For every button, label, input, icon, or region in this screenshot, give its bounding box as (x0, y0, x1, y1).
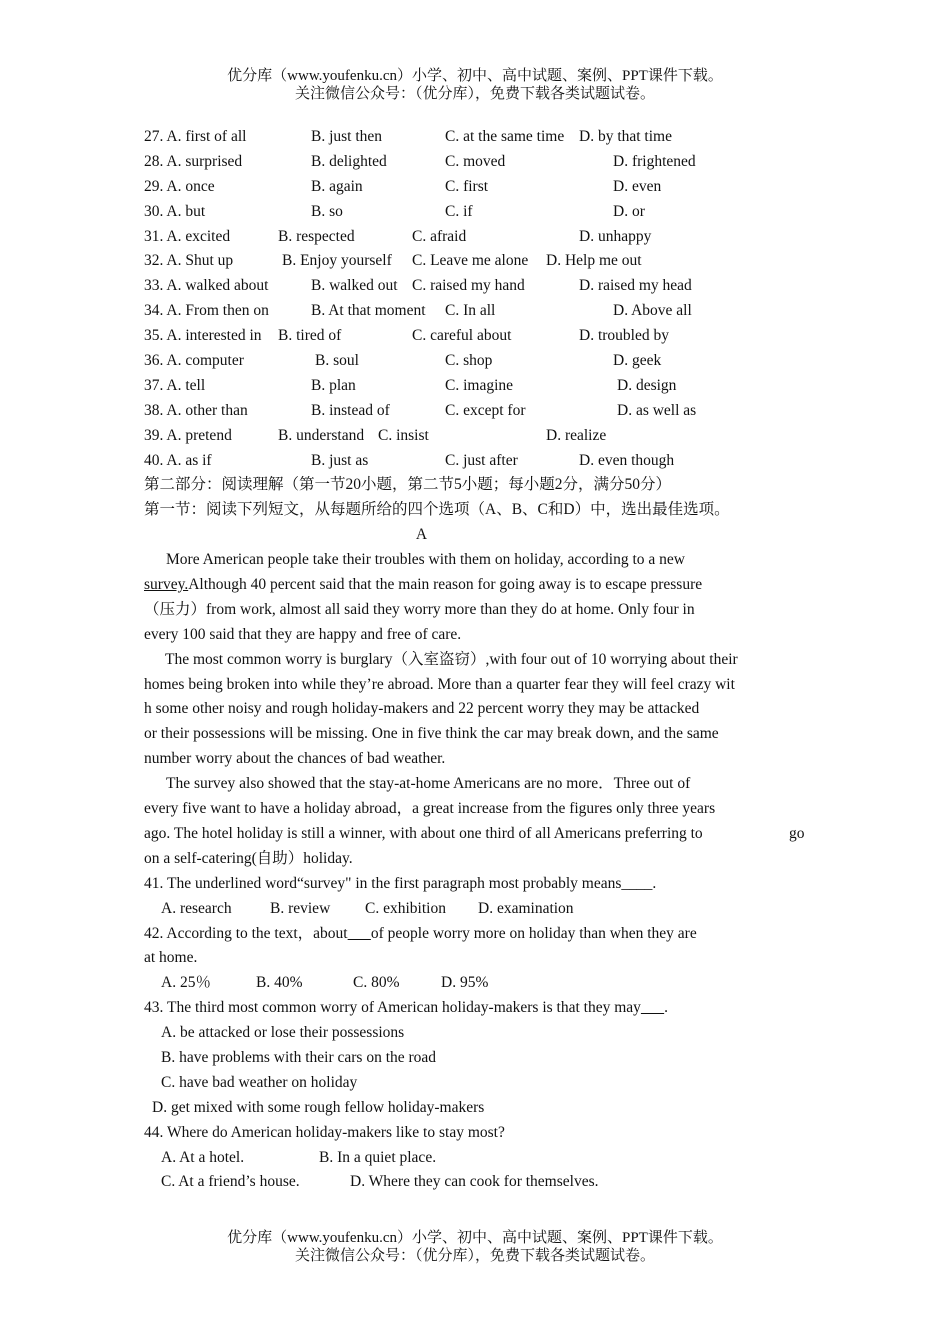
section-2-title: 第二部分：阅读理解（第一节20小题，第二节5小题；每小题2分，满分50分） (144, 476, 672, 494)
cloze-row (144, 324, 814, 349)
option-a: 35. A. interested in (144, 327, 262, 345)
option-d: D. Above all (613, 302, 692, 320)
option-b: B. understand (278, 426, 365, 444)
option-c: C. at the same time (445, 128, 565, 145)
passage-line: homes being broken into while they’re abroad. More than a quarter fear they will feel crazy wit (144, 675, 735, 693)
option-a: 32. A. Shut up (144, 252, 234, 270)
option-d: D. examination (478, 899, 574, 917)
reading-passage (144, 548, 814, 872)
cloze-row (144, 349, 814, 374)
question-43: 43. The third most common worry of American holiday-makers is that they may . (144, 999, 669, 1017)
option-c: C. if (445, 202, 473, 220)
header-line-1: 优分库（www.youfenku.cn）小学、初中、高中试题、案例、PPT课件下载。 (227, 68, 723, 84)
option-b: B. plan (311, 376, 356, 394)
option-c: C. exhibition (365, 899, 446, 917)
question-44: 44. Where do American holiday-makers like to stay most? (144, 1123, 505, 1141)
cloze-row (144, 150, 814, 175)
option-d: D. even though (579, 451, 675, 469)
option-a: 33. A. walked about (144, 277, 269, 295)
option-a: 36. A. computer (144, 352, 244, 370)
option-b: B. so (311, 202, 343, 220)
underlined-word: survey. (144, 576, 189, 594)
option-b: B. again (311, 177, 363, 195)
cloze-row (144, 249, 814, 274)
option-b: B. In a quiet place. (319, 1148, 437, 1166)
question-42-continued: at home. (144, 949, 198, 967)
passage-line: （压力）from work, almost all said they worry more than they do at home. Only four in (144, 600, 695, 618)
option-c: C. 80% (353, 974, 400, 992)
option-b: B. review (270, 899, 331, 917)
passage-line: on a self-catering(自助）holiday. (144, 849, 353, 867)
cloze-row (144, 374, 814, 399)
option-b: B. soul (315, 352, 359, 370)
cloze-row (144, 125, 814, 150)
option-b: B. instead of (311, 401, 390, 419)
option-b: B. have problems with their cars on the road (161, 1048, 437, 1066)
passage-line: ago. The hotel holiday is still a winner, with about one third of all Americans preferring to go (144, 824, 805, 842)
option-a: 29. A. once (144, 177, 215, 195)
option-b: B. At that moment (311, 302, 426, 320)
option-d: D. Where they can cook for themselves. (350, 1173, 599, 1191)
question-42: 42. According to the text，about of people worry more on holiday than when they are (144, 924, 697, 942)
option-a: 39. A. pretend (144, 426, 232, 444)
option-b: B. 40% (256, 974, 303, 992)
option-d: D. even (613, 177, 662, 195)
option-b: B. walked out (311, 277, 398, 295)
option-c: C. except for (445, 401, 526, 419)
questions (144, 872, 814, 1196)
passage-line: every 100 said that they are happy and free of care. (144, 625, 462, 643)
option-b: B. delighted (311, 152, 387, 170)
cloze-row (144, 274, 814, 299)
option-d: D. realize (546, 426, 607, 444)
option-a: A. be attacked or lose their possessions (161, 1024, 405, 1042)
option-b: B. Enjoy yourself (282, 252, 392, 270)
page-footer (0, 1229, 950, 1265)
option-c: C. moved (445, 152, 506, 170)
cloze-row (144, 225, 814, 250)
page-header (0, 67, 950, 103)
option-a: 30. A. but (144, 202, 206, 220)
footer-line-2: 关注微信公众号：（优分库），免费下载各类试题试卷。 (294, 1248, 655, 1264)
header-line-2: 关注微信公众号：（优分库），免费下载各类试题试卷。 (294, 86, 655, 102)
passage-line: The survey also showed that the stay-at-home Americans are no more．Three out of (166, 775, 691, 793)
question-41-options (144, 897, 814, 922)
cloze-row (144, 299, 814, 324)
option-c: C. afraid (412, 227, 467, 245)
option-c: C. In all (445, 302, 496, 320)
question-44-options-row-2 (144, 1170, 814, 1195)
option-a: A. 25％ (161, 974, 211, 992)
option-c: C. Leave me alone (412, 252, 529, 270)
option-c: C. just after (445, 451, 518, 469)
cloze-row (144, 399, 814, 424)
footer-line-1: 优分库（www.youfenku.cn）小学、初中、高中试题、案例、PPT课件下载。 (227, 1230, 723, 1246)
passage-line: every five want to have a holiday abroad，a great increase from the figures only three years (144, 800, 716, 818)
passage-line: or their possessions will be missing. One in five think the car may break down, and the same (144, 725, 719, 743)
passage-line: h some other noisy and rough holiday-makers and 22 percent worry they may be attacked (144, 700, 700, 718)
cloze-row (144, 175, 814, 200)
passage-line: The most common worry is burglary（入室盗窃）,with four out of 10 worrying about their (165, 650, 738, 668)
option-a: A. At a hotel. (161, 1148, 245, 1166)
option-d: D. unhappy (579, 227, 652, 245)
exam-body (144, 125, 814, 1195)
passage-line: More American people take their troubles with them on holiday, according to a new (166, 551, 685, 569)
cloze-row (144, 424, 814, 449)
option-d: D. frightened (613, 152, 696, 170)
question-44-options-row-1 (144, 1146, 814, 1171)
option-c: C. first (445, 177, 489, 195)
cloze-row (144, 200, 814, 225)
option-a: 28. A. surprised (144, 152, 243, 170)
option-d: D. by that time (579, 128, 672, 145)
option-d: D. geek (613, 352, 662, 370)
option-d: D. as well as (617, 401, 697, 419)
section-2-subtitle: 第一节：阅读下列短文，从每题所给的四个选项（A、B、C和D）中，选出最佳选项。 (144, 501, 730, 519)
option-d: D. get mixed with some rough fellow holiday-makers (152, 1098, 485, 1116)
option-b: B. just as (311, 451, 369, 469)
passage-line: survey.Although 40 percent said that the main reason for going away is to escape pressure (144, 576, 703, 594)
option-c: C. have bad weather on holiday (161, 1073, 358, 1091)
cloze-row (144, 449, 814, 474)
passage-label: A (415, 526, 428, 544)
option-d: D. raised my head (579, 277, 692, 295)
option-b: B. tired of (278, 327, 342, 345)
option-c: C. raised my hand (412, 277, 525, 295)
option-a: 37. A. tell (144, 376, 206, 394)
option-a: 31. A. excited (144, 227, 231, 245)
option-c: C. careful about (412, 327, 512, 345)
option-d: D. 95% (441, 974, 489, 992)
option-c: C. insist (378, 426, 429, 444)
cloze-options (144, 125, 814, 473)
option-c: C. At a friend’s house. (161, 1173, 300, 1191)
option-d: D. Help me out (546, 252, 642, 270)
option-d: D. or (613, 202, 645, 220)
option-d: D. design (617, 376, 677, 394)
passage-line: number worry about the chances of bad weather. (144, 750, 446, 768)
option-c: C. imagine (445, 376, 514, 394)
option-d: D. troubled by (579, 327, 669, 345)
option-a: 27. A. first of all (144, 128, 247, 145)
option-a: A. research (161, 899, 232, 917)
question-42-options (144, 971, 814, 996)
option-b: B. respected (278, 227, 355, 245)
option-b: B. just then (311, 128, 383, 145)
option-c: C. shop (445, 352, 493, 370)
question-41: 41. The underlined word“survey" in the first paragraph most probably means____. (144, 874, 657, 892)
option-a: 40. A. as if (144, 451, 212, 469)
option-a: 34. A. From then on (144, 302, 269, 320)
option-a: 38. A. other than (144, 401, 248, 419)
